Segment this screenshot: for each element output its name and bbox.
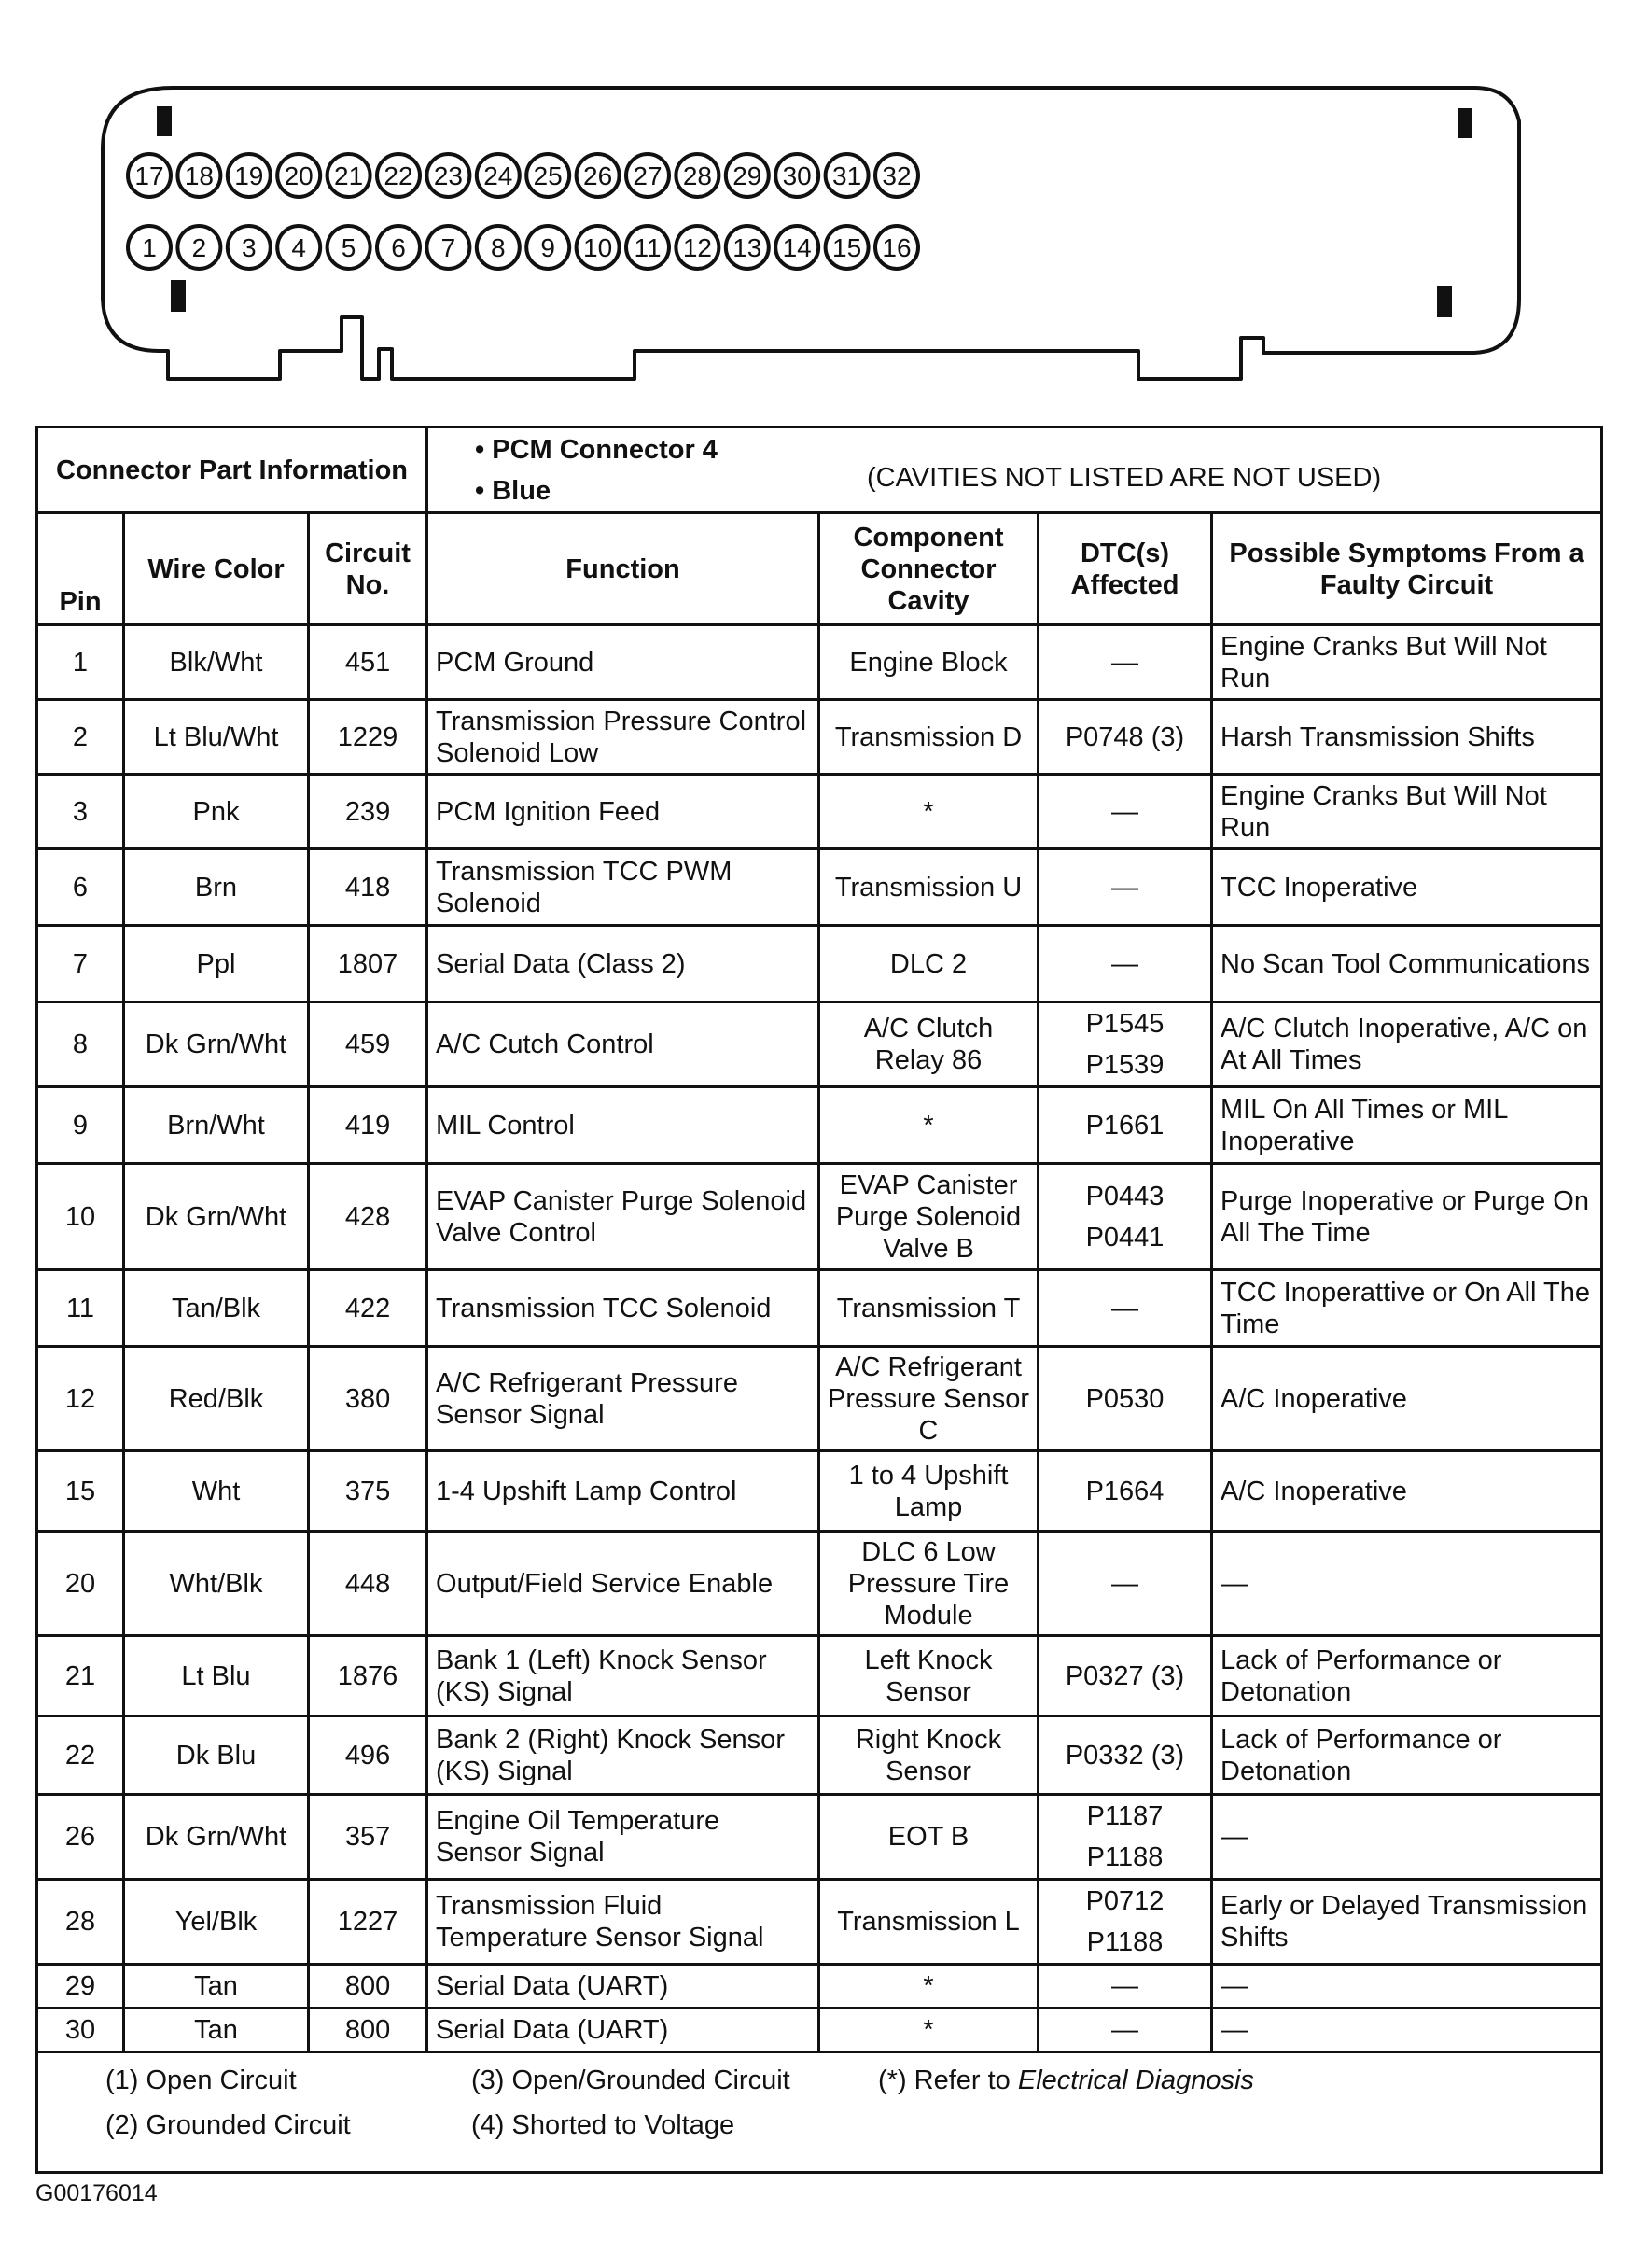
connector-pin-18 [177,154,220,197]
cell-symptoms: — [1212,2009,1602,2052]
header-cavity: Component Connector Cavity [819,513,1039,625]
table-row [37,700,1602,775]
cell-function: A/C Refrigerant Pressure Sensor Signal [427,1347,819,1451]
pin-number: 15 [832,233,862,262]
pin-number: 14 [782,233,812,262]
dtc-code: — [1111,1568,1139,1599]
pin-number: 23 [433,161,463,190]
connector-pin-30 [775,154,818,197]
cell-dtc [1039,1880,1212,1965]
footnote-2: (2) Grounded Circuit [105,2110,351,2140]
pin-number: 9 [540,233,555,262]
pin-number: 3 [242,233,257,262]
pin-number: 32 [882,161,912,190]
pin-table-body [37,427,1602,2173]
cell-dtc [1039,1270,1212,1347]
cell-circuit: 1229 [309,700,427,775]
table-row [37,1270,1602,1347]
cell-pin: 10 [37,1164,124,1270]
pin-number: 22 [384,161,413,190]
cell-cavity: * [819,1087,1039,1164]
cell-pin: 20 [37,1532,124,1636]
cell-wire-color: Dk Grn/Wht [124,1002,309,1087]
cell-function: 1-4 Upshift Lamp Control [427,1451,819,1532]
cell-circuit: 1227 [309,1880,427,1965]
header-row [37,513,1602,625]
cell-dtc [1039,926,1212,1002]
pin-number: 18 [184,161,214,190]
cell-pin: 6 [37,849,124,926]
bullet-color: • Blue [475,475,551,506]
cell-wire-color: Wht/Blk [124,1532,309,1636]
dtc-code: — [1111,1293,1139,1323]
table-row [37,849,1602,926]
cell-circuit: 380 [309,1347,427,1451]
dtc-code: P1664 [1085,1476,1165,1506]
cell-cavity: A/C Clutch Relay 86 [819,1002,1039,1087]
pin-number: 16 [882,233,912,262]
cell-wire-color: Lt Blu/Wht [124,700,309,775]
connector-pin-13 [726,226,769,269]
dtc-code: P0712 [1085,1886,1165,1916]
pin-number: 31 [832,161,862,190]
cell-pin: 28 [37,1880,124,1965]
table-row [37,775,1602,849]
table-row [37,1532,1602,1636]
cell-wire-color: Blk/Wht [124,625,309,700]
pin-row-bottom [128,226,918,269]
cell-function: Bank 1 (Left) Knock Sensor (KS) Signal [427,1636,819,1716]
connector-diagram [93,56,1624,411]
connector-pin-6 [377,226,420,269]
cell-function: Transmission Fluid Temperature Sensor Signal [427,1880,819,1965]
cell-symptoms: — [1212,1795,1602,1880]
cell-function: Serial Data (UART) [427,1965,819,2009]
connector-pin-22 [377,154,420,197]
pin-number: 24 [483,161,513,190]
part-info-box [427,427,1602,513]
cell-wire-color: Tan [124,2009,309,2052]
pin-number: 11 [634,233,662,262]
pin-number: 1 [142,233,157,262]
cell-cavity: * [819,775,1039,849]
cell-cavity: Transmission D [819,700,1039,775]
cell-wire-color: Brn/Wht [124,1087,309,1164]
cell-cavity: Transmission L [819,1880,1039,1965]
footnote-star [878,2065,1254,2096]
connector-pin-15 [826,226,869,269]
connector-pin-8 [477,226,520,269]
cell-circuit: 418 [309,849,427,926]
footnote-1: (1) Open Circuit [105,2065,297,2095]
connector-pin-1 [128,226,171,269]
cell-dtc [1039,1451,1212,1532]
table-row [37,1965,1602,2009]
part-info-label: Connector Part Information [37,427,427,513]
cell-cavity: Engine Block [819,625,1039,700]
cell-dtc [1039,1636,1212,1716]
connector-pin-25 [526,154,569,197]
dtc-code: — [1111,872,1139,903]
dtc-code: P0327 (3) [1065,1660,1185,1691]
cell-circuit: 375 [309,1451,427,1532]
table-row [37,1636,1602,1716]
dtc-code: P0332 (3) [1065,1740,1185,1771]
pin-table [35,426,1603,2174]
footnote-star-prefix: (*) Refer to [878,2065,1011,2095]
cell-symptoms: Engine Cranks But Will Not Run [1212,625,1602,700]
table-row [37,1002,1602,1087]
cell-function: Transmission Pressure Control Solenoid Low [427,700,819,775]
cell-function: PCM Ignition Feed [427,775,819,849]
connector-pin-27 [626,154,669,197]
connector-pin-32 [875,154,918,197]
cell-pin: 26 [37,1795,124,1880]
dtc-code: P1188 [1086,1927,1164,1957]
cell-circuit: 1807 [309,926,427,1002]
cell-dtc [1039,1532,1212,1636]
pin-number: 2 [191,233,207,262]
cell-cavity: EVAP Canister Purge Solenoid Valve B [819,1164,1039,1270]
connector-pin-21 [328,154,370,197]
pin-number: 30 [782,161,812,190]
pin-number: 28 [682,161,712,190]
table-row [37,625,1602,700]
cell-function: Bank 2 (Right) Knock Sensor (KS) Signal [427,1716,819,1795]
cell-pin: 30 [37,2009,124,2052]
cell-cavity: Transmission T [819,1270,1039,1347]
pin-number: 13 [732,233,762,262]
connector-pin-4 [277,226,320,269]
table-row [37,1716,1602,1795]
cell-wire-color: Lt Blu [124,1636,309,1716]
cell-wire-color: Ppl [124,926,309,1002]
connector-pin-11 [626,226,669,269]
header-function: Function [427,513,819,625]
cell-symptoms: Early or Delayed Transmission Shifts [1212,1880,1602,1965]
pin-number: 19 [234,161,264,190]
cell-symptoms: — [1212,1965,1602,2009]
dtc-code: P1545 [1085,1009,1165,1039]
cell-function: A/C Cutch Control [427,1002,819,1087]
cell-dtc [1039,1716,1212,1795]
header-pin: Pin [37,513,124,625]
cell-wire-color: Wht [124,1451,309,1532]
cell-symptoms: — [1212,1532,1602,1636]
cell-dtc [1039,1795,1212,1880]
cell-function: EVAP Canister Purge Solenoid Valve Control [427,1164,819,1270]
header-wire-color: Wire Color [124,513,309,625]
cell-function: Serial Data (UART) [427,2009,819,2052]
cell-pin: 12 [37,1347,124,1451]
cell-dtc [1039,625,1212,700]
connector-pin-28 [676,154,718,197]
pin-number: 26 [583,161,613,190]
header-dtc: DTC(s) Affected [1039,513,1212,625]
cell-pin: 7 [37,926,124,1002]
cell-circuit: 422 [309,1270,427,1347]
table-row [37,1451,1602,1532]
cell-dtc [1039,2009,1212,2052]
cell-dtc [1039,700,1212,775]
header-circuit: Circuit No. [309,513,427,625]
cell-pin: 8 [37,1002,124,1087]
cell-pin: 2 [37,700,124,775]
dtc-code: — [1111,1971,1139,2001]
cell-symptoms: No Scan Tool Communications [1212,926,1602,1002]
cell-cavity: DLC 6 Low Pressure Tire Module [819,1532,1039,1636]
dtc-code: P1187 [1086,1801,1164,1831]
cell-function: Transmission TCC PWM Solenoid [427,849,819,926]
connector-pin-12 [676,226,718,269]
cell-dtc [1039,849,1212,926]
cell-symptoms: TCC Inoperative [1212,849,1602,926]
table-row [37,1795,1602,1880]
cell-pin: 29 [37,1965,124,2009]
cell-cavity: Transmission U [819,849,1039,926]
footnote-star-ref: Electrical Diagnosis [1017,2065,1254,2095]
connector-pin-2 [177,226,220,269]
dtc-code: P1539 [1085,1050,1165,1080]
footnote-3: (3) Open/Grounded Circuit [471,2065,790,2095]
pin-number: 12 [682,233,712,262]
bullet-connector: • PCM Connector 4 [475,434,718,465]
cell-symptoms: A/C Inoperative [1212,1347,1602,1451]
cell-symptoms: A/C Clutch Inoperative, A/C on At All Times [1212,1002,1602,1087]
pin-number: 25 [533,161,563,190]
pin-number: 20 [284,161,314,190]
cell-symptoms: TCC Inoperattive or On All The Time [1212,1270,1602,1347]
cell-cavity: * [819,2009,1039,2052]
dtc-code: — [1111,647,1139,678]
part-info-row [37,427,1602,513]
pin-number: 5 [341,233,356,262]
connector-pin-16 [875,226,918,269]
cell-function: MIL Control [427,1087,819,1164]
table-row [37,1164,1602,1270]
cell-symptoms: A/C Inoperative [1212,1451,1602,1532]
cell-pin: 21 [37,1636,124,1716]
cell-circuit: 451 [309,625,427,700]
connector-pin-10 [577,226,620,269]
connector-pin-23 [426,154,469,197]
cell-circuit: 459 [309,1002,427,1087]
pin-number: 6 [391,233,406,262]
dtc-code: P1661 [1085,1110,1165,1141]
connector-pin-29 [726,154,769,197]
cell-dtc [1039,1087,1212,1164]
dtc-code: P0443 [1085,1181,1165,1211]
connector-pin-31 [826,154,869,197]
cell-circuit: 800 [309,1965,427,2009]
pin-number: 4 [291,233,306,262]
pin-number: 10 [583,233,613,262]
cell-dtc [1039,775,1212,849]
cell-dtc [1039,1002,1212,1087]
cell-pin: 1 [37,625,124,700]
cell-function: Serial Data (Class 2) [427,926,819,1002]
cell-symptoms: Purge Inoperative or Purge On All The Time [1212,1164,1602,1270]
cell-symptoms: Lack of Performance or Detonation [1212,1636,1602,1716]
cell-cavity: EOT B [819,1795,1039,1880]
cell-circuit: 448 [309,1532,427,1636]
cell-wire-color: Dk Blu [124,1716,309,1795]
cell-circuit: 419 [309,1087,427,1164]
cell-wire-color: Dk Grn/Wht [124,1164,309,1270]
connector-pin-26 [577,154,620,197]
table-row [37,2009,1602,2052]
cell-function: PCM Ground [427,625,819,700]
connector-pin-14 [775,226,818,269]
cell-function: Engine Oil Temperature Sensor Signal [427,1795,819,1880]
figure-id: G00176014 [35,2180,158,2206]
connector-pin-19 [228,154,271,197]
table-row [37,1880,1602,1965]
footnotes [37,2052,1602,2173]
cell-wire-color: Yel/Blk [124,1880,309,1965]
cell-pin: 22 [37,1716,124,1795]
cell-symptoms: Harsh Transmission Shifts [1212,700,1602,775]
latch-mark-top-right [1458,108,1472,138]
cell-symptoms: MIL On All Times or MIL Inoperative [1212,1087,1602,1164]
header-symptoms: Possible Symptoms From a Faulty Circuit [1212,513,1602,625]
cell-cavity: Left Knock Sensor [819,1636,1039,1716]
dtc-code: P0530 [1085,1383,1165,1414]
pin-number: 7 [440,233,456,262]
connector-pin-9 [526,226,569,269]
cell-pin: 3 [37,775,124,849]
cell-dtc [1039,1164,1212,1270]
cell-function: Transmission TCC Solenoid [427,1270,819,1347]
pin-number: 27 [633,161,663,190]
table-row [37,1347,1602,1451]
cell-cavity: * [819,1965,1039,2009]
table-row [37,926,1602,1002]
cell-cavity: 1 to 4 Upshift Lamp [819,1451,1039,1532]
cell-function: Output/Field Service Enable [427,1532,819,1636]
connector-pin-24 [477,154,520,197]
latch-mark-bottom-left [171,280,186,312]
cell-wire-color: Dk Grn/Wht [124,1795,309,1880]
pin-number: 17 [134,161,164,190]
dtc-code: P1188 [1086,1842,1164,1872]
cell-circuit: 1876 [309,1636,427,1716]
pin-number: 29 [732,161,762,190]
footnotes-row [37,2052,1602,2173]
dtc-code: P0441 [1085,1222,1165,1253]
dtc-code: — [1111,948,1139,979]
cell-circuit: 800 [309,2009,427,2052]
footnote-4: (4) Shorted to Voltage [471,2110,735,2140]
pin-number: 8 [491,233,506,262]
connector-pin-3 [228,226,271,269]
cell-pin: 15 [37,1451,124,1532]
cell-wire-color: Red/Blk [124,1347,309,1451]
connector-pin-20 [277,154,320,197]
cell-circuit: 428 [309,1164,427,1270]
connector-pin-17 [128,154,171,197]
cell-cavity: DLC 2 [819,926,1039,1002]
cell-circuit: 357 [309,1795,427,1880]
dtc-code: — [1111,796,1139,827]
latch-mark-bottom-right [1437,286,1452,317]
footnote-grid [38,2061,1600,2163]
cell-cavity: Right Knock Sensor [819,1716,1039,1795]
pin-row-top [128,154,918,197]
cell-symptoms: Engine Cranks But Will Not Run [1212,775,1602,849]
cell-wire-color: Pnk [124,775,309,849]
dtc-code: — [1111,2015,1139,2045]
cell-wire-color: Tan [124,1965,309,2009]
table-row [37,1087,1602,1164]
cell-dtc [1039,1965,1212,2009]
cell-pin: 11 [37,1270,124,1347]
cell-wire-color: Tan/Blk [124,1270,309,1347]
connector-pin-5 [328,226,370,269]
latch-mark-top-left [157,106,172,136]
dtc-code: P0748 (3) [1065,721,1185,752]
cell-circuit: 239 [309,775,427,849]
pin-number: 21 [334,161,364,190]
cell-dtc [1039,1347,1212,1451]
cell-symptoms: Lack of Performance or Detonation [1212,1716,1602,1795]
connector-pin-7 [426,226,469,269]
cell-circuit: 496 [309,1716,427,1795]
cell-pin: 9 [37,1087,124,1164]
cell-cavity: A/C Refrigerant Pressure Sensor C [819,1347,1039,1451]
cell-wire-color: Brn [124,849,309,926]
cavities-note: (CAVITIES NOT LISTED ARE NOT USED) [867,463,1382,493]
